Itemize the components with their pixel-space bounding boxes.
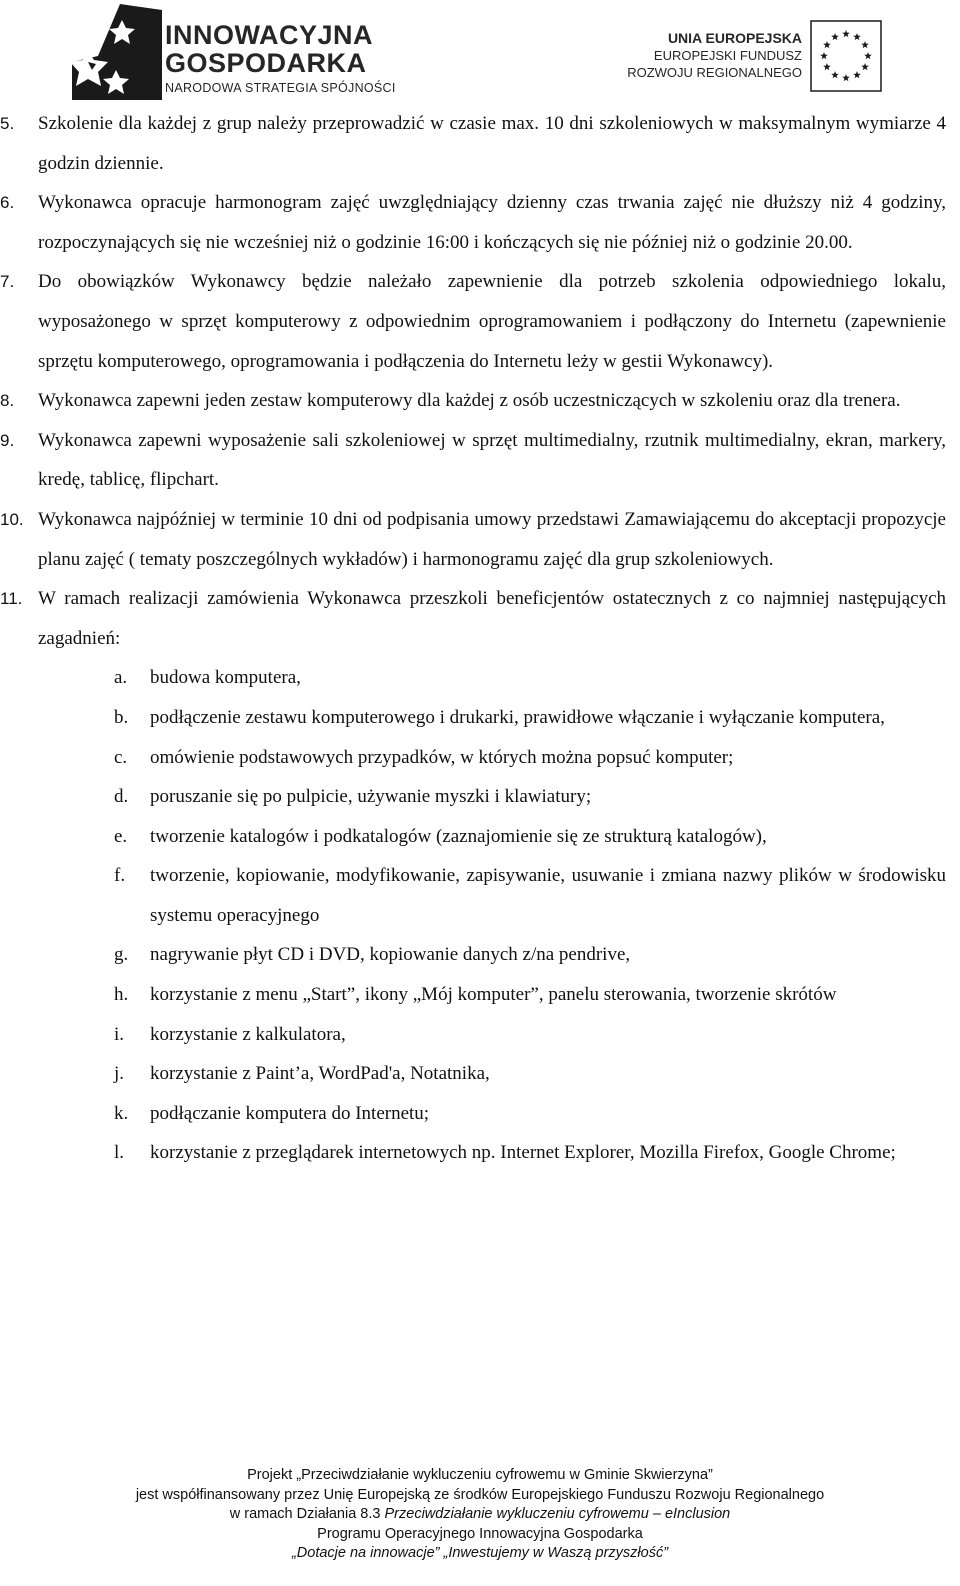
right-logo-text <box>627 30 802 81</box>
item-number: 10. <box>0 509 24 529</box>
sublist-text: poruszanie się po pulpicie, używanie myszki i klawiatury; <box>150 786 592 808</box>
sublist-text: korzystanie z przeglądarek internetowych np. Internet Explorer, Mozilla Firefox, Google Chrome; <box>150 1142 896 1164</box>
left-logo-line3: NARODOWA STRATEGIA SPÓJNOŚCI <box>165 81 396 95</box>
sublist-item <box>0 935 960 975</box>
list-item <box>0 183 960 262</box>
sublist-text: omówienie podstawowych przypadków, w których można popsuć komputer; <box>150 746 734 768</box>
sublist-letter: j. <box>114 1063 125 1085</box>
item-text: Wykonawca najpóźniej w terminie 10 dni od podpisania umowy przedstawi Zamawiającemu do akceptacji propozycje planu zajęć ( tematy poszczególnych wykładów) i harmonogramu zajęć dla grup szkoleniowych. <box>38 508 946 570</box>
right-logo-line2: EUROPEJSKI FUNDUSZ <box>653 48 802 63</box>
sublist-text: podłączenie zestawu komputerowego i drukarki, prawidłowe włączanie i wyłączanie komputera, <box>150 706 885 728</box>
footer-line3-italic: Przeciwdziałanie wykluczeniu cyfrowemu – eInclusion <box>384 1506 731 1523</box>
requirements-list <box>0 104 960 658</box>
item-text: W ramach realizacji zamówienia Wykonawca przeszkoli beneficjentów ostatecznych z co najmniej następujących zagadnień: <box>38 588 946 649</box>
sublist-text: tworzenie katalogów i podkatalogów (zaznajomienie się ze strukturą katalogów), <box>150 825 767 847</box>
list-item <box>0 500 960 579</box>
sublist-item <box>0 658 960 698</box>
item-number: 9. <box>0 430 15 450</box>
sublist-letter: g. <box>114 944 129 966</box>
topics-sublist <box>0 658 960 1173</box>
left-logo-line2: GOSPODARKA <box>165 48 367 78</box>
sublist-letter: h. <box>114 984 129 1006</box>
item-text: Do obowiązków Wykonawcy będzie należało zapewnienie dla potrzeb szkolenia odpowiedniego lokalu, wyposażonego w sprzęt komputerowy z odpowiednim oprogramowaniem i podłączony do Internetu (zapewnienie sprzętu komputerowego, oprogramowania i podłączenia do Internetu leży w gestii Wykonawcy). <box>38 271 946 372</box>
sublist-item <box>0 1133 960 1173</box>
sublist-item <box>0 856 960 935</box>
list-item <box>0 421 960 500</box>
page-footer <box>0 1466 960 1564</box>
sublist-letter: e. <box>114 825 128 847</box>
sublist-item <box>0 1015 960 1055</box>
right-logo-line3: ROZWOJU REGIONALNEGO <box>627 65 802 80</box>
item-number: 11. <box>0 589 23 609</box>
sublist-letter: b. <box>114 706 129 728</box>
left-logo-line1: INNOWACYJNA <box>165 20 374 50</box>
list-item <box>0 262 960 381</box>
item-text: Szkolenie dla każdej z grup należy przeprowadzić w czasie max. 10 dni szkoleniowych w maksymalnym wymiarze 4 godzin dziennie. <box>38 113 946 174</box>
item-text: Wykonawca opracuje harmonogram zajęć uwzględniający dzienny czas trwania zajęć nie dłuższy niż 4 godziny, rozpoczynających się nie wcześniej niż o godzinie 16:00 i kończących się nie później niż o godzinie 20.00. <box>38 192 946 253</box>
sublist-text: podłączanie komputera do Internetu; <box>150 1102 430 1124</box>
item-number: 6. <box>0 193 15 213</box>
sublist-letter: a. <box>114 667 128 689</box>
sublist-letter: f. <box>114 865 126 887</box>
item-text: Wykonawca zapewni jeden zestaw komputerowy dla każdej z osób uczestniczących w szkoleniu oraz dla trenera. <box>38 390 901 412</box>
sublist-text: nagrywanie płyt CD i DVD, kopiowanie danych z/na pendrive, <box>150 944 631 966</box>
sublist-text: korzystanie z Paint’a, WordPad'a, Notatnika, <box>150 1063 490 1085</box>
document-body <box>0 104 960 1173</box>
sublist-text: tworzenie, kopiowanie, modyfikowanie, zapisywanie, usuwanie i zmiana nazwy plików w środowisku systemu operacyjnego <box>150 865 946 926</box>
sublist-item <box>0 738 960 778</box>
footer-line3 <box>0 1505 960 1525</box>
left-logo-text <box>165 22 396 96</box>
innowacyjna-gospodarka-logo-icon <box>68 2 164 102</box>
footer-line2: jest współfinansowany przez Unię Europejską ze środków Europejskiego Funduszu Rozwoju Regionalnego <box>135 1486 825 1503</box>
item-number: 7. <box>0 272 15 292</box>
sublist-letter: c. <box>114 746 128 768</box>
sublist-item <box>0 1094 960 1134</box>
footer-line4: Programu Operacyjnego Innowacyjna Gospodarka <box>317 1525 643 1542</box>
list-item <box>0 579 960 658</box>
sublist-letter: l. <box>114 1142 125 1164</box>
sublist-item <box>0 817 960 857</box>
footer-line5: „Dotacje na innowacje” „Inwestujemy w Waszą przyszłość” <box>291 1545 669 1562</box>
eu-stars-flag-icon <box>810 20 882 92</box>
list-item <box>0 104 960 183</box>
sublist-text: korzystanie z menu „Start”, ikony „Mój komputer”, panelu sterowania, tworzenie skrótów <box>150 984 837 1006</box>
sublist-letter: i. <box>114 1023 125 1045</box>
sublist-letter: d. <box>114 786 129 808</box>
footer-line3-prefix: w ramach Działania 8.3 <box>229 1506 385 1523</box>
item-number: 5. <box>0 114 15 133</box>
right-logo-line1: UNIA EUROPEJSKA <box>667 30 802 46</box>
sublist-text: budowa komputera, <box>150 667 301 689</box>
sublist-letter: k. <box>114 1102 129 1124</box>
sublist-item <box>0 975 960 1015</box>
sublist-text: korzystanie z kalkulatora, <box>150 1023 346 1045</box>
item-text: Wykonawca zapewni wyposażenie sali szkoleniowej w sprzęt multimedialny, rzutnik multimedialny, ekran, markery, kredę, tablicę, flipchart. <box>38 429 946 491</box>
sublist-item <box>0 777 960 817</box>
footer-line1: Projekt „Przeciwdziałanie wykluczeniu cyfrowemu w Gminie Skwierzyna” <box>247 1467 713 1483</box>
sublist-item <box>0 698 960 738</box>
page-header <box>0 0 960 104</box>
sublist-item <box>0 1054 960 1094</box>
list-item <box>0 381 960 421</box>
item-number: 8. <box>0 391 15 411</box>
